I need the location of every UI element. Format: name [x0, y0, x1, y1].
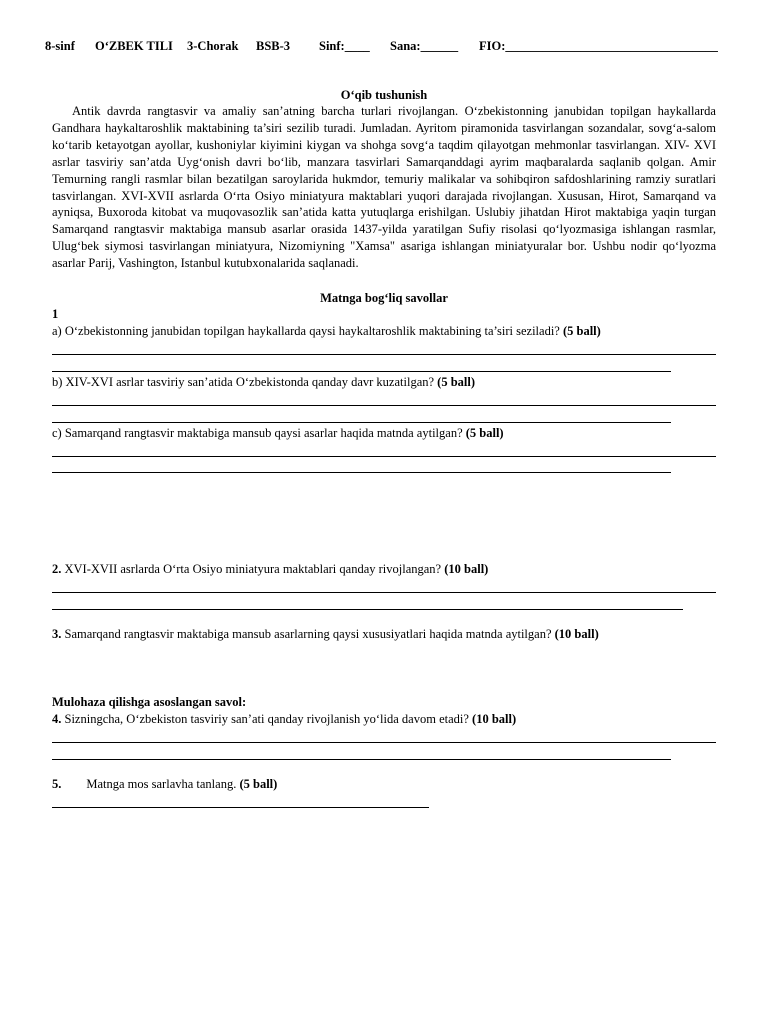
question-4-number: 4. — [52, 712, 62, 726]
answer-line-1a-2[interactable] — [52, 371, 671, 372]
answer-line-1b-2[interactable] — [52, 422, 671, 423]
answer-line-1c-1[interactable] — [52, 456, 716, 457]
answer-line-1c-2[interactable] — [52, 472, 671, 473]
question-1c — [52, 426, 504, 441]
answer-line-2-1[interactable] — [52, 592, 716, 593]
question-1-number: 1 — [52, 307, 59, 321]
answer-line-1b-1[interactable] — [52, 405, 716, 406]
question-4-text: Sizningcha, O‘zbekiston tasviriy san’ati qanday rivojlanish yo‘lida davom etadi? — [61, 712, 473, 726]
quarter-label: 3-Chorak — [187, 39, 239, 53]
question-5-text: Matnga mos sarlavha tanlang. — [61, 777, 240, 791]
date-field[interactable]: Sana:______ — [390, 39, 459, 53]
question-3-number: 3. — [52, 627, 62, 641]
question-3 — [52, 627, 599, 642]
question-3-text: Samarqand rangtasvir maktabiga mansub asarlarning qaysi xususiyatlari haqida matnda aytilgan? — [61, 627, 555, 641]
name-field[interactable]: FIO:__________________________________ — [479, 39, 718, 53]
code-label: BSB-3 — [256, 39, 291, 53]
answer-line-1a-1[interactable] — [52, 354, 716, 355]
question-4-points: (10 ball) — [472, 712, 517, 726]
question-4 — [52, 712, 516, 727]
answer-line-4-2[interactable] — [52, 759, 671, 760]
reading-title: O‘qib tushunish — [340, 88, 428, 102]
answer-line-4-1[interactable] — [52, 742, 716, 743]
question-3-points: (10 ball) — [554, 627, 599, 641]
subject-label: O‘ZBEK TILI — [95, 39, 173, 53]
question-1a-text: a) O‘zbekistonning janubidan topilgan haykallarda qaysi haykaltaroshlik maktabining ta’siri seziladi? — [52, 324, 563, 338]
question-1c-text: c) Samarqand rangtasvir maktabiga mansub qaysi asarlar haqida matnda aytilgan? — [52, 426, 466, 440]
question-2-points: (10 ball) — [444, 562, 489, 576]
question-1b-text: b) XIV-XVI asrlar tasviriy san’atida O‘zbekistonda qanday davr kuzatilgan? — [52, 375, 438, 389]
answer-line-5-1[interactable] — [52, 807, 429, 808]
question-1b-points: (5 ball) — [437, 375, 476, 389]
question-2 — [52, 562, 488, 577]
question-1a-points: (5 ball) — [562, 324, 601, 338]
question-1b — [52, 375, 475, 390]
grade-label: 8-sinf — [45, 39, 75, 53]
question-2-text: XVI-XVII asrlarda O‘rta Osiyo miniatyura maktablari qanday rivojlangan? — [61, 562, 445, 576]
question-5 — [52, 777, 277, 792]
question-5-points: (5 ball) — [239, 777, 278, 791]
reflection-title: Mulohaza qilishga asoslangan savol: — [52, 695, 247, 709]
class-field[interactable]: Sinf:____ — [319, 39, 370, 53]
question-1a — [52, 324, 601, 339]
question-2-number: 2. — [52, 562, 62, 576]
question-1c-points: (5 ball) — [465, 426, 504, 440]
question-5-number: 5. — [52, 777, 62, 791]
answer-line-2-2[interactable] — [52, 609, 683, 610]
reading-passage: Antik davrda rangtasvir va amaliy san’atning barcha turlari rivojlangan. O‘zbekistonning janubidan topilgan haykallarda Gandhara haykaltaroshlik maktabining ta’siri sezilib turadi. Jumladan. Ayritom piramonida tasvirlangan sozandalar, sovg‘a-salom ko‘tarib ketayotgan ayollar, kushoniylar kiyimini kiygan va shohga sovg‘a taqdim qilayotgan mehmonlar tasvirlangan. XIV- XVI asrlar tasviriy san’atda Uyg‘onish davri bo‘lib, manzara tasvirlari Samarqanddagi ayrim maqbaralarda saqlanib qolgan. Amir Temurning rangli rasmlar bilan bezatilgan saroylarida hukmdor, temuriy malikalar va sohibqiron safdoshlarining ramziy suratlari tasvirlangan. XVI-XVII asrlarda O‘rta Osiyo miniatyura maktablari yuqori darajada rivojlangan. Xususan, Hirot, Samarqand va ayniqsa, Buxoroda kitobat va muqovasozlik san’atida katta yutuqlarga erishilgan. Uslubiy jihatdan Hirot maktabiga yaqin turgan Samarqand rangtasvir maktabiga mansub asarlar orasida 1437-yilda yaratilgan Sufiy risolasi qo‘lyozmasiga ishlangan rasmlar, Ulug‘bek siymosi tasvirlangan miniatyura, Nizomiyning "Xamsa" asariga ishlangan miniatyuralar bor. Ushbu nodir qo‘lyozma asarlar Parij, Vashington, Istanbul kutubxonalarida saqlanadi. — [52, 104, 716, 271]
questions-title: Matnga bog‘liq savollar — [320, 291, 448, 305]
